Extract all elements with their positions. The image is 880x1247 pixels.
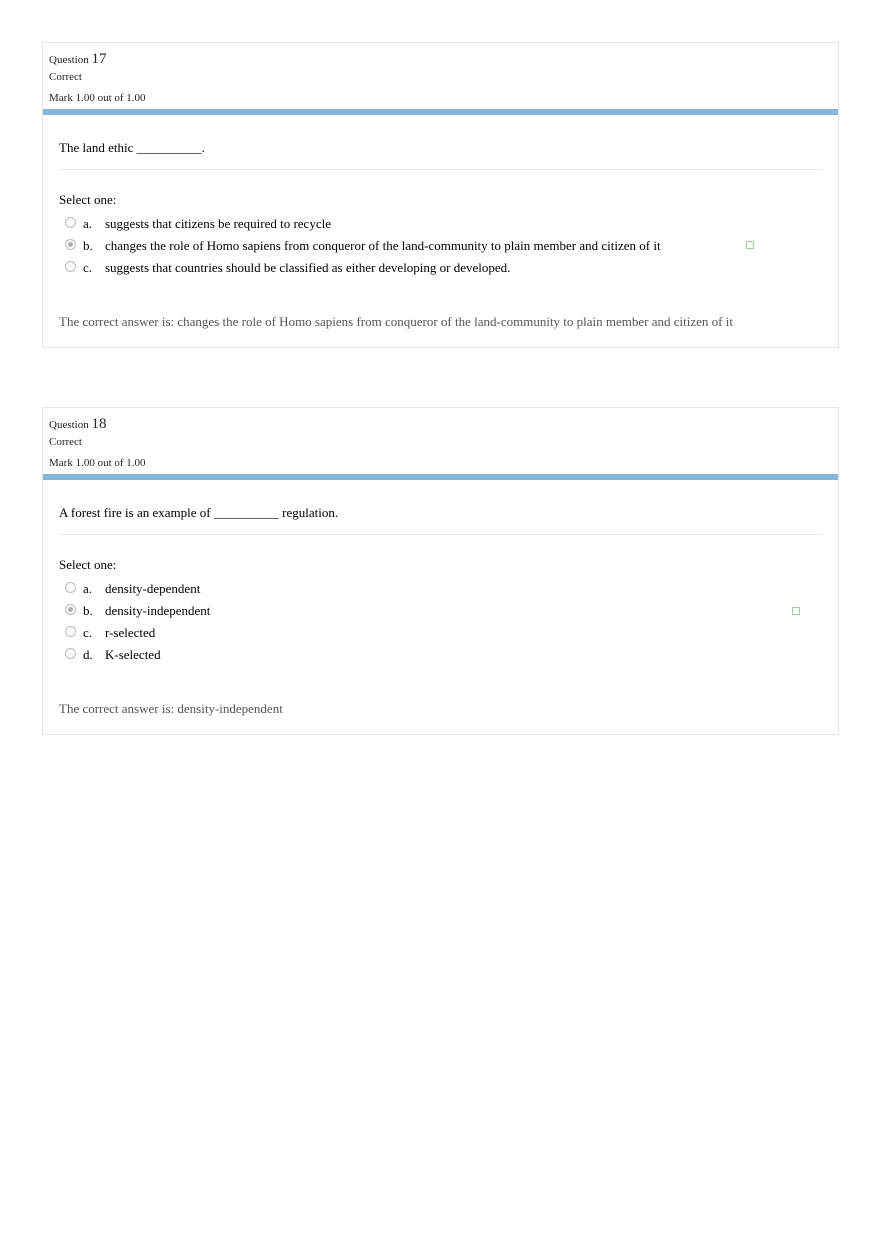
- select-prompt: Select one:: [59, 192, 117, 207]
- option-text: suggests that citizens be required to recycle: [105, 216, 331, 231]
- radio-button[interactable]: [65, 261, 76, 272]
- question-grade: Mark 1.00 out of 1.00: [49, 92, 146, 104]
- radio-button-selected[interactable]: [65, 239, 76, 250]
- option-text: K-selected: [105, 647, 161, 662]
- question-number-value: 18: [91, 416, 107, 432]
- option-letter: c.: [83, 260, 93, 275]
- option-c[interactable]: [59, 622, 822, 644]
- option-b[interactable]: [59, 600, 822, 622]
- option-text: density-dependent: [105, 581, 201, 596]
- option-letter: c.: [83, 625, 93, 640]
- option-text: r-selected: [105, 625, 156, 640]
- question-state: Correct: [49, 436, 82, 448]
- question-grade: Mark 1.00 out of 1.00: [49, 457, 146, 469]
- option-letter: b.: [83, 603, 93, 618]
- question-text: A forest fire is an example of __________ regulation.: [59, 504, 822, 535]
- question-content: [43, 480, 838, 734]
- radio-button[interactable]: [65, 626, 76, 637]
- option-text: suggests that countries should be classified as either developing or developed.: [105, 260, 511, 275]
- radio-button-selected[interactable]: [65, 604, 76, 615]
- question-number: [49, 51, 832, 68]
- answer-options: [59, 213, 822, 279]
- correct-answer-feedback: The correct answer is: changes the role of Homo sapiens from conqueror of the land-community to plain member and citizen of it: [59, 314, 733, 329]
- option-a[interactable]: [59, 578, 822, 600]
- question-label: Question: [49, 54, 89, 66]
- option-b[interactable]: [59, 235, 822, 257]
- question-label: Question: [49, 419, 89, 431]
- question-content: [43, 115, 838, 347]
- option-letter: a.: [83, 581, 93, 596]
- question-state: Correct: [49, 71, 82, 83]
- question-number-value: 17: [91, 51, 107, 67]
- radio-button[interactable]: [65, 582, 76, 593]
- option-letter: a.: [83, 216, 93, 231]
- question-17-card: [42, 42, 839, 348]
- question-18-card: [42, 407, 839, 735]
- radio-button[interactable]: [65, 648, 76, 659]
- option-text: changes the role of Homo sapiens from conqueror of the land-community to plain member and citizen of it: [105, 238, 661, 253]
- correct-answer-feedback: The correct answer is: density-independent: [59, 701, 283, 716]
- option-text: density-independent: [105, 603, 211, 618]
- correct-check-icon: [746, 241, 754, 249]
- option-c[interactable]: [59, 257, 822, 279]
- option-a[interactable]: [59, 213, 822, 235]
- option-d[interactable]: [59, 644, 822, 666]
- option-letter: b.: [83, 238, 93, 253]
- question-info: [43, 408, 838, 474]
- radio-button[interactable]: [65, 217, 76, 228]
- question-number: [49, 416, 832, 433]
- answer-options: [59, 578, 822, 666]
- question-info: [43, 43, 838, 109]
- select-prompt: Select one:: [59, 557, 117, 572]
- question-text: The land ethic __________.: [59, 139, 822, 170]
- option-letter: d.: [83, 647, 93, 662]
- correct-check-icon: [792, 607, 800, 615]
